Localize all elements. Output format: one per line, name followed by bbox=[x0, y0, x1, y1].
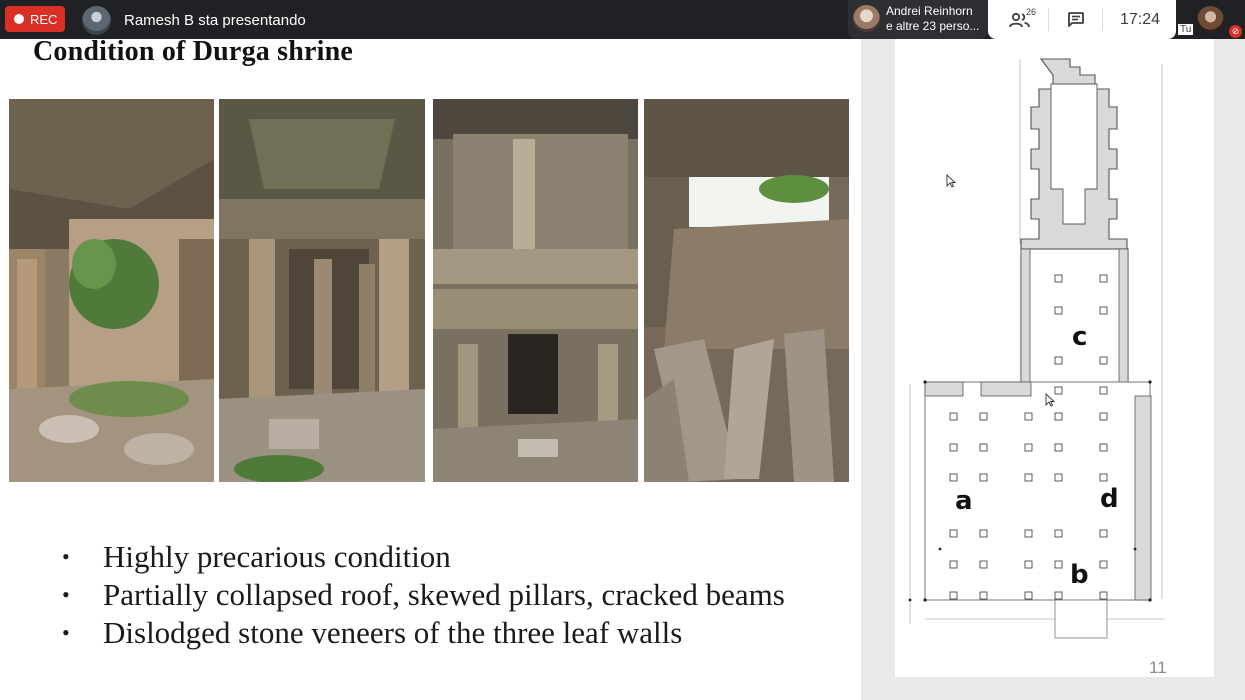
meeting-top-bar bbox=[0, 0, 1245, 39]
participant-tile[interactable] bbox=[848, 0, 988, 39]
bullet-marker: • bbox=[62, 620, 70, 645]
shrine-photo-3 bbox=[433, 99, 638, 482]
list-item bbox=[62, 614, 785, 652]
bullet-marker: • bbox=[62, 582, 70, 607]
shrine-photo-2 bbox=[219, 99, 425, 482]
self-label: Tu bbox=[1180, 24, 1192, 35]
shrine-photo-1 bbox=[9, 99, 214, 482]
people-count: 26 bbox=[1026, 7, 1037, 17]
chat-button[interactable] bbox=[1064, 0, 1088, 39]
recording-label: REC bbox=[30, 11, 58, 27]
bullet-marker: • bbox=[62, 544, 70, 569]
meeting-clock: 17:24 bbox=[1120, 11, 1161, 28]
people-button[interactable] bbox=[1002, 0, 1038, 39]
recording-indicator bbox=[5, 6, 65, 32]
participant-name: Andrei Reinhorn bbox=[886, 4, 973, 18]
list-item bbox=[62, 576, 785, 614]
bullet-text: Dislodged stone veneers of the three leaf walls bbox=[103, 615, 683, 650]
plan-label-d: d bbox=[1100, 484, 1119, 514]
mouse-pointer-icon bbox=[1045, 393, 1055, 407]
shrine-photo-4 bbox=[644, 99, 849, 482]
mouse-pointer-icon bbox=[946, 174, 956, 188]
participant-avatar bbox=[853, 5, 880, 32]
plan-label-c: c bbox=[1072, 322, 1088, 352]
plan-label-a: a bbox=[955, 486, 973, 516]
divider bbox=[1102, 8, 1103, 31]
divider bbox=[1048, 8, 1049, 31]
participant-others: e altre 23 perso... bbox=[886, 19, 980, 33]
bullet-list bbox=[62, 538, 785, 652]
bullet-text: Highly precarious condition bbox=[103, 539, 451, 574]
meeting-controls bbox=[988, 0, 1176, 39]
self-avatar[interactable] bbox=[1197, 6, 1224, 33]
record-dot-icon bbox=[14, 14, 24, 24]
slide-title: Condition of Durga shrine bbox=[33, 36, 354, 67]
list-item bbox=[62, 538, 785, 576]
slide-number: 11 bbox=[1149, 658, 1167, 677]
presenter-avatar bbox=[82, 6, 111, 35]
mic-off-icon: ⊘ bbox=[1229, 25, 1242, 38]
plan-label-b: b bbox=[1070, 560, 1089, 590]
bullet-text: Partially collapsed roof, skewed pillars, cracked beams bbox=[103, 577, 785, 612]
shrine-floor-plan bbox=[895, 39, 1214, 677]
presenter-status: Ramesh B sta presentando bbox=[124, 12, 306, 29]
chat-icon bbox=[1067, 11, 1085, 28]
